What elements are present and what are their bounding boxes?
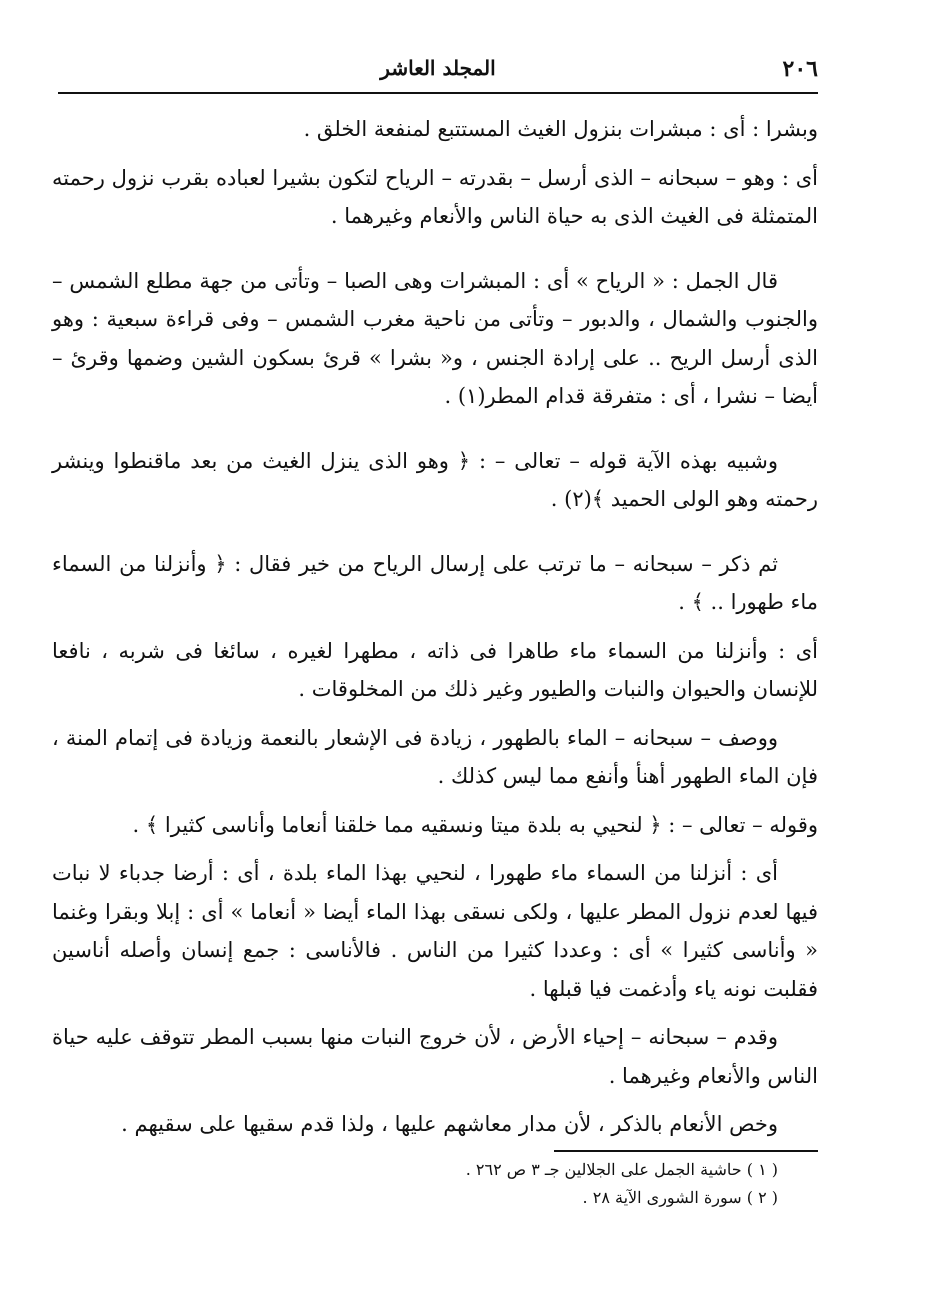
footnote: ( ٢ ) سورة الشورى الآية ٢٨ . (582, 1188, 778, 1207)
paragraph: ثم ذكر – سبحانه – ما ترتب على إرسال الرياح من خير فقال : ﴿ وأنزلنا من السماء ماء طهورا .. ﴾ . (52, 551, 818, 614)
running-title: المجلد العاشر (380, 56, 496, 80)
paragraph: وخص الأنعام بالذكر ، لأن مدار معاشهم عليها ، ولذا قدم سقيها على سقيهم . (121, 1112, 778, 1136)
footnote: ( ١ ) حاشية الجمل على الجلالين جـ ٣ ص ٢٦٢ . (465, 1160, 778, 1179)
footnotes (466, 1156, 778, 1212)
page-header (58, 56, 818, 94)
paragraph: قال الجمل : « الرياح » أى : المبشرات وهى الصبا – وتأتى من جهة مطلع الشمس – والجنوب والشمال ، والدبور – وتأتى من ناحية مغرب الشمس – وفى قراءة سبعية : وهو الذى أرسل الريح .. على إرادة الجنس ، و« بشرا » قرئ بسكون الشين وضمها وقرئ – أيضا – نشرا ، أى : متفرقة قدام المطر(١) . (52, 268, 818, 408)
page-number: ٢٠٦ (782, 56, 818, 82)
main-text (52, 110, 818, 1154)
paragraph: أى : وهو – سبحانه – الذى أرسل – بقدرته – الرياح لتكون بشيرا لعباده بقرب نزول رحمته المتمثلة فى الغيث الذى به حياة الناس والأنعام وغيرهما . (52, 165, 818, 228)
paragraph: أى : وأنزلنا من السماء ماء طاهرا فى ذاته ، مطهرا لغيره ، سائغا فى شربه ، نافعا للإنسان والحيوان والنبات والطيور وغير ذلك من المخلوقات . (52, 638, 818, 701)
footnote-divider (554, 1150, 818, 1152)
paragraph: وقوله – تعالى – : ﴿ لنحيي به بلدة ميتا ونسقيه مما خلقنا أنعاما وأناسى كثيرا ﴾ . (132, 812, 818, 837)
paragraph: ووصف – سبحانه – الماء بالطهور ، زيادة فى الإشعار بالنعمة وزيادة فى إتمام المنة ، فإن الماء الطهور أهنأ وأنفع مما ليس كذلك . (52, 725, 818, 788)
paragraph: أى : أنزلنا من السماء ماء طهورا ، لنحيي بهذا الماء بلدة ، أى : أرضا جدباء لا نبات فيها لعدم نزول المطر عليها ، ولكى نسقى بهذا الماء أيضا « أنعاما » أى : إبلا وبقرا وغنما « وأناسى كثيرا » أى : وعددا كثيرا من الناس . فالأناسى : جمع إنسان وأصله أناسين فقلبت نونه ياء وأدغمت فيا قبلها . (52, 861, 818, 1001)
paragraph: وشبيه بهذه الآية قوله – تعالى – : ﴿ وهو الذى ينزل الغيث من بعد ماقنطوا وينشر رحمته وهو الولى الحميد ﴾(٢) . (52, 448, 818, 511)
paragraph: وبشرا : أى : مبشرات بنزول الغيث المستتبع لمنفعة الخلق . (303, 117, 818, 141)
paragraph: وقدم – سبحانه – إحياء الأرض ، لأن خروج النبات منها بسبب المطر تتوقف عليه حياة الناس والأنعام وغيرهما . (52, 1025, 818, 1088)
